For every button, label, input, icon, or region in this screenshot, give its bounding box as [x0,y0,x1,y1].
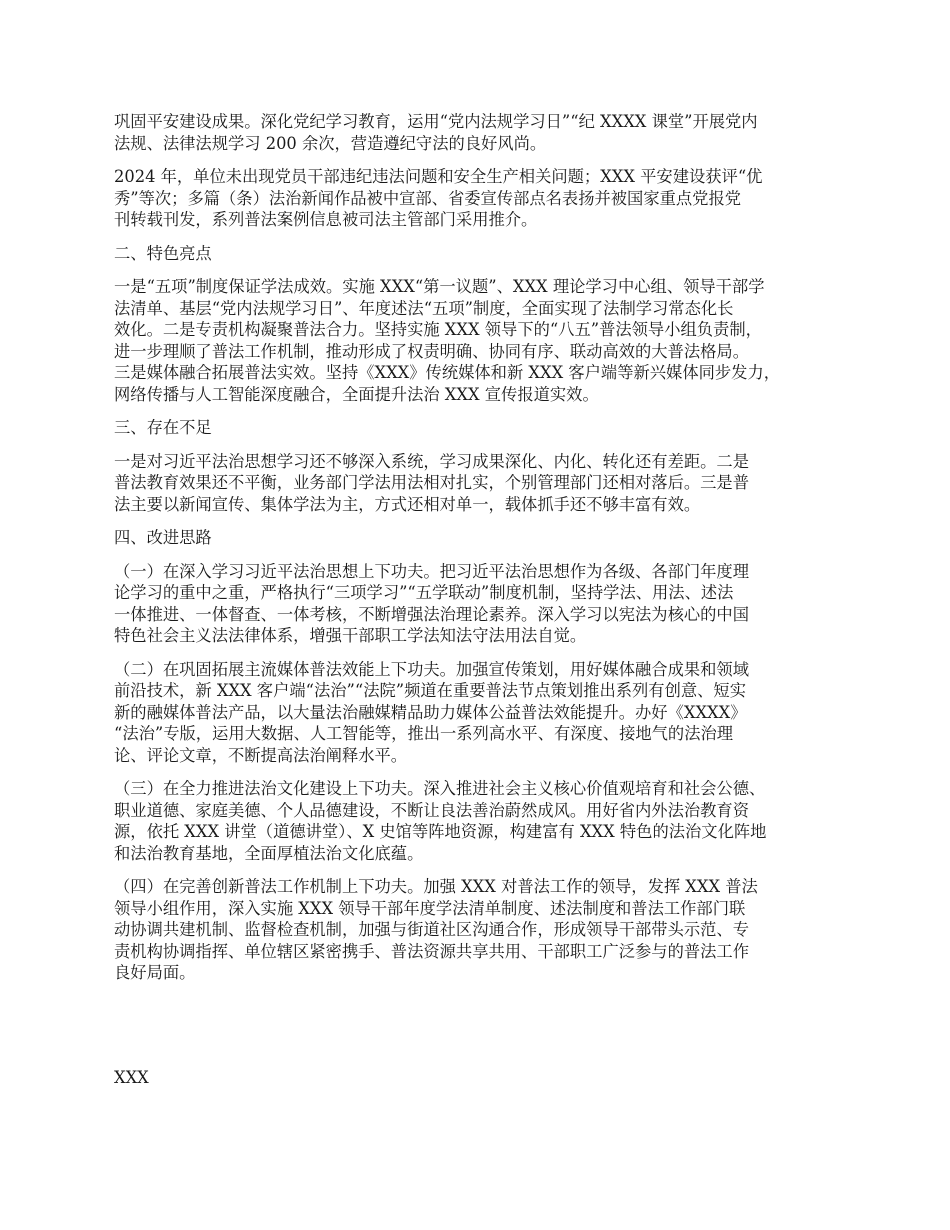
paragraph-2024-results [114,166,856,231]
text-line: 新的融媒体普法产品，以大量法治融媒精品助力媒体公益普法效能提升。办好《XXXX》 [114,702,747,722]
text-line: 刊转载刊发，系列普法案例信息被司法主管部门采用推介。 [114,210,538,229]
text-line: 前沿技术，新 XXX 客户端“法治”“法院”频道在重要普法节点策划推出系列有创意、短实 [114,681,746,700]
text-line: 动协调共建机制、监督检查机制，加强与街道社区沟通合作，形成领导干部带头示范、专 [114,920,749,939]
text-line: 三是媒体融合拓展普法实效。坚持《XXX》传统媒体和新 XXX 客户端等新兴媒体同步发力， [114,363,781,382]
paragraph-highlights [114,276,856,405]
paragraph-achievements-continued [114,111,856,154]
text-line: 论、评论文章，不断提高法治阐释水平。 [114,745,408,765]
text-line: “法治”专版，运用大数据、人工智能等，推出一系列高水平、有深度、接地气的法治理 [114,724,734,743]
text-line: 一体推进、一体督查、一体考核，不断增强法治理论素养。深入学习以宪法为核心的中国 [114,604,749,624]
text-line: 职业道德、家庭美德、个人品德建设，不断让良法善治蔚然成风。用好省内外法治教育资 [114,800,749,820]
text-line: 网络传播与人工智能深度融合，全面提升法治 XXX 宣传报道实效。 [114,384,599,404]
text-line: 法规、法律法规学习 200 余次，营造遵纪守法的良好风尚。 [114,133,547,153]
text-line: 领导小组作用，深入实施 XXX 领导干部年度学法清单制度、述法制度和普法工作部门联 [114,898,746,918]
paragraph-improvement-2 [114,659,856,767]
text-line: 责机构协调指挥、单位辖区紧密携手、普法资源共享共用、干部职工广泛参与的普法工作 [114,941,749,961]
text-line: 一是对习近平法治思想学习还不够深入系统，学习成果深化、内化、转化还有差距。二是 [114,451,749,471]
text-line: 法清单、基层“党内法规学习日”、年度述法“五项”制度，全面实现了法制学习常态化长 [114,298,734,318]
text-line: 和法治教育基地，全面厚植法治文化底蕴。 [114,843,424,863]
text-line: （二）在巩固拓展主流媒体普法效能上下功夫。加强宣传策划，用好媒体融合成果和领域 [114,659,749,679]
heading-highlights [114,243,856,265]
text-line: 源，依托 XXX 讲堂（道德讲堂）、X 史馆等阵地资源，构建富有 XXX 特色的法治文化阵地 [114,822,767,841]
paragraph-improvement-4 [114,876,856,984]
text-line: 一是“五项”制度保证学法成效。实施 XXX“第一议题”、XXX 理论学习中心组、领导干部学 [114,277,765,296]
paragraph-improvement-3 [114,778,856,864]
text-line: （四）在完善创新普法工作机制上下功夫。加强 XXX 对普法工作的领导，发挥 XXX 普法 [114,877,758,896]
paragraph-shortcomings [114,451,856,516]
text-line: 论学习的重中之重，严格执行“三项学习”“五学联动”制度机制，坚持学法、用法、述法 [114,583,734,602]
signature: XXX [114,1068,149,1087]
heading-shortcomings [114,417,856,439]
text-line: 四、改进思路 [114,528,212,547]
text-line: 二、特色亮点 [114,243,212,263]
text-line: 三、存在不足 [114,418,212,437]
text-line: 特色社会主义法法律体系，增强干部职工学法知法守法用法自觉。 [114,626,587,645]
text-line: （一）在深入学习习近平法治思想上下功夫。把习近平法治思想作为各级、各部门年度理 [114,561,749,581]
text-line: 效化。二是专责机构凝聚普法合力。坚持实施 XXX 领导下的“八五”普法领导小组负责制， [114,320,762,339]
text-line: （三）在全力推进法治文化建设上下功夫。深入推进社会主义核心价值观培育和社会公德、 [114,779,766,798]
text-line: 法主要以新闻宣传、集体学法为主，方式还相对单一，载体抓手还不够丰富有效。 [114,494,701,514]
heading-improvements [114,527,856,549]
text-line: 秀”等次；多篇（条）法治新闻作品被中宣部、省委宣传部点名表扬并被国家重点党报党 [114,188,742,208]
text-line: 良好局面。 [114,963,196,982]
text-line: 2024 年，单位未出现党员干部违纪违法问题和安全生产相关问题；XXX 平安建设获评“优 [114,167,763,186]
paragraph-improvement-1 [114,561,856,647]
text-line: 进一步理顺了普法工作机制，推动形成了权责明确、协同有序、联动高效的大普法格局。 [114,341,749,361]
text-line: 普法教育效果还不平衡，业务部门学法用法相对扎实，个别管理部门还相对落后。三是普 [114,473,749,492]
text-line: 巩固平安建设成果。深化党纪学习教育，运用“党内法规学习日”“纪 XXXX 课堂”开展党内 [114,112,758,131]
document-body [114,111,856,996]
